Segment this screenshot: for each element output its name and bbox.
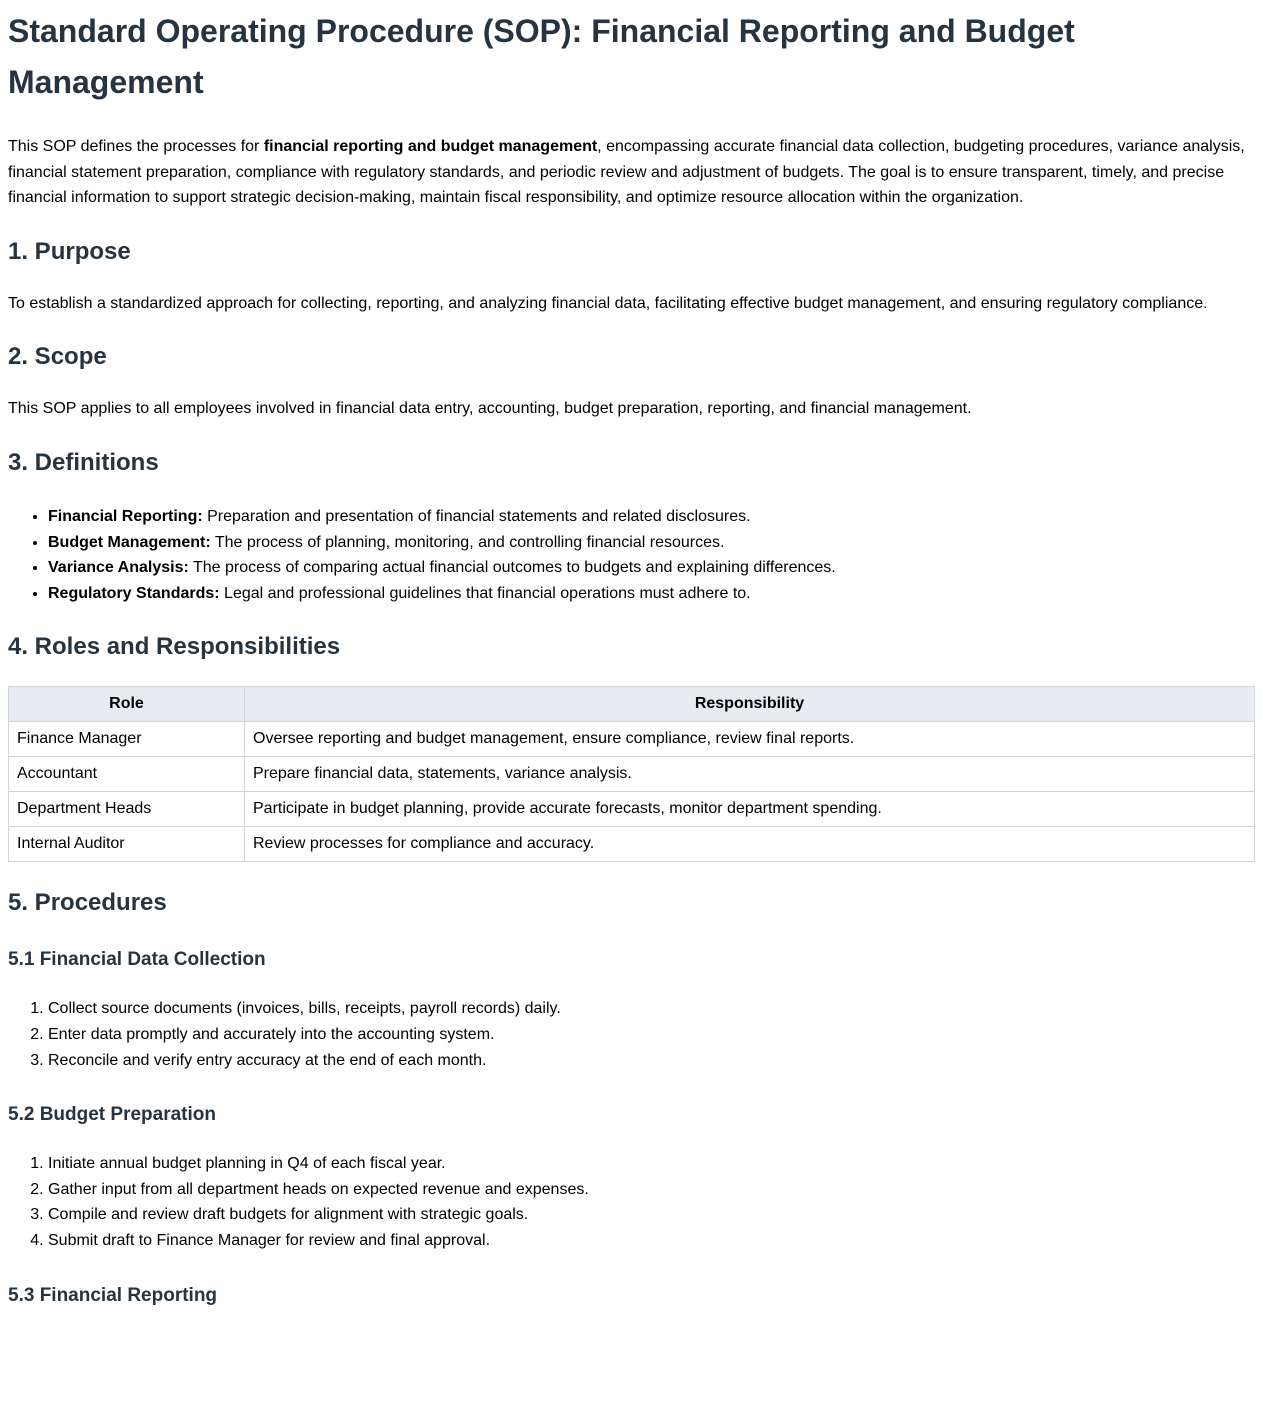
definition-term: Regulatory Standards: [48, 584, 220, 602]
list-item: 2. Enter data promptly and accurately into the accounting system. [48, 1022, 1255, 1048]
intro-text-end: , encompassing accurate financial data collection, budgeting procedures, variance analysis, financial statement preparation, compliance with regulatory standards, and periodic review and adjustment of budgets. The goal is to ensure transparent, timely, and precise financial information to support strategic decision-making, maintain fiscal responsibility, and optimize resource allocation within the organization. [8, 138, 1245, 207]
definition-desc: The process of comparing actual financial outcomes to budgets and explaining differences. [188, 559, 836, 577]
roles-heading: 4. Roles and Responsibilities [8, 633, 341, 661]
definition-term: Financial Reporting: [48, 507, 203, 525]
intro-bold-text: financial reporting and budget management [263, 138, 598, 155]
scope-heading: 2. Scope [8, 343, 107, 371]
procedures-heading: 5. Procedures [8, 889, 167, 917]
intro-paragraph [8, 134, 1255, 211]
definitions-heading: 3. Definitions [8, 448, 159, 476]
intro-text-start: This SOP defines the processes for [8, 138, 264, 155]
list-item: 2. Gather input from all department heads on expected revenue and expenses. [48, 1177, 1255, 1203]
budget-preparation-heading: 5.2 Budget Preparation [8, 1104, 216, 1126]
definition-desc: Preparation and presentation of financial statements and related disclosures. [202, 507, 751, 525]
table-row [9, 722, 1255, 757]
sop-document [0, 6, 1263, 1308]
responsibility-cell: Oversee reporting and budget management, ensure compliance, review final reports. [245, 722, 1255, 757]
table-row [9, 827, 1255, 862]
column-header-role: Role [9, 687, 245, 722]
role-cell: Finance Manager [9, 722, 245, 757]
purpose-text: To establish a standardized approach for collecting, reporting, and analyzing financial data, facilitating effective budget management, and ensuring regulatory compliance. [8, 294, 1208, 312]
definition-term: Budget Management: [48, 533, 211, 551]
definition-item [48, 581, 1255, 607]
purpose-heading: 1. Purpose [8, 237, 131, 265]
definition-desc: Legal and professional guidelines that financial operations must adhere to. [219, 584, 751, 602]
list-item: 1. Initiate annual budget planning in Q4 of each fiscal year. [48, 1151, 1255, 1177]
responsibility-cell: Participate in budget planning, provide accurate forecasts, monitor department spending. [245, 792, 1255, 827]
definitions-list [8, 504, 1255, 606]
list-item: 3. Reconcile and verify entry accuracy at the end of each month. [48, 1048, 1255, 1074]
definition-item [48, 504, 1255, 530]
data-collection-heading: 5.1 Financial Data Collection [8, 949, 266, 971]
list-item: 3. Compile and review draft budgets for alignment with strategic goals. [48, 1202, 1255, 1228]
definition-item [48, 530, 1255, 556]
definition-term: Variance Analysis: [48, 559, 189, 577]
responsibility-cell: Prepare financial data, statements, variance analysis. [245, 757, 1255, 792]
definition-item [48, 555, 1255, 581]
roles-table [8, 686, 1255, 862]
scope-text: This SOP applies to all employees involved in financial data entry, accounting, budget preparation, reporting, and financial management. [8, 400, 972, 418]
responsibility-cell: Review processes for compliance and accuracy. [245, 827, 1255, 862]
role-cell: Accountant [9, 757, 245, 792]
list-item: 1. Collect source documents (invoices, bills, receipts, payroll records) daily. [48, 996, 1255, 1022]
role-cell: Internal Auditor [9, 827, 245, 862]
page-title: Standard Operating Procedure (SOP): Financial Reporting and Budget Management [8, 13, 1075, 100]
data-collection-steps [8, 996, 1255, 1073]
definition-desc: The process of planning, monitoring, and controlling financial resources. [210, 533, 725, 551]
financial-reporting-heading: 5.3 Financial Reporting [8, 1284, 218, 1306]
role-cell: Department Heads [9, 792, 245, 827]
table-row [9, 792, 1255, 827]
table-row [9, 757, 1255, 792]
list-item: 4. Submit draft to Finance Manager for review and final approval. [48, 1228, 1255, 1254]
table-header-row [9, 687, 1255, 722]
column-header-responsibility: Responsibility [245, 687, 1255, 722]
budget-preparation-steps [8, 1151, 1255, 1253]
